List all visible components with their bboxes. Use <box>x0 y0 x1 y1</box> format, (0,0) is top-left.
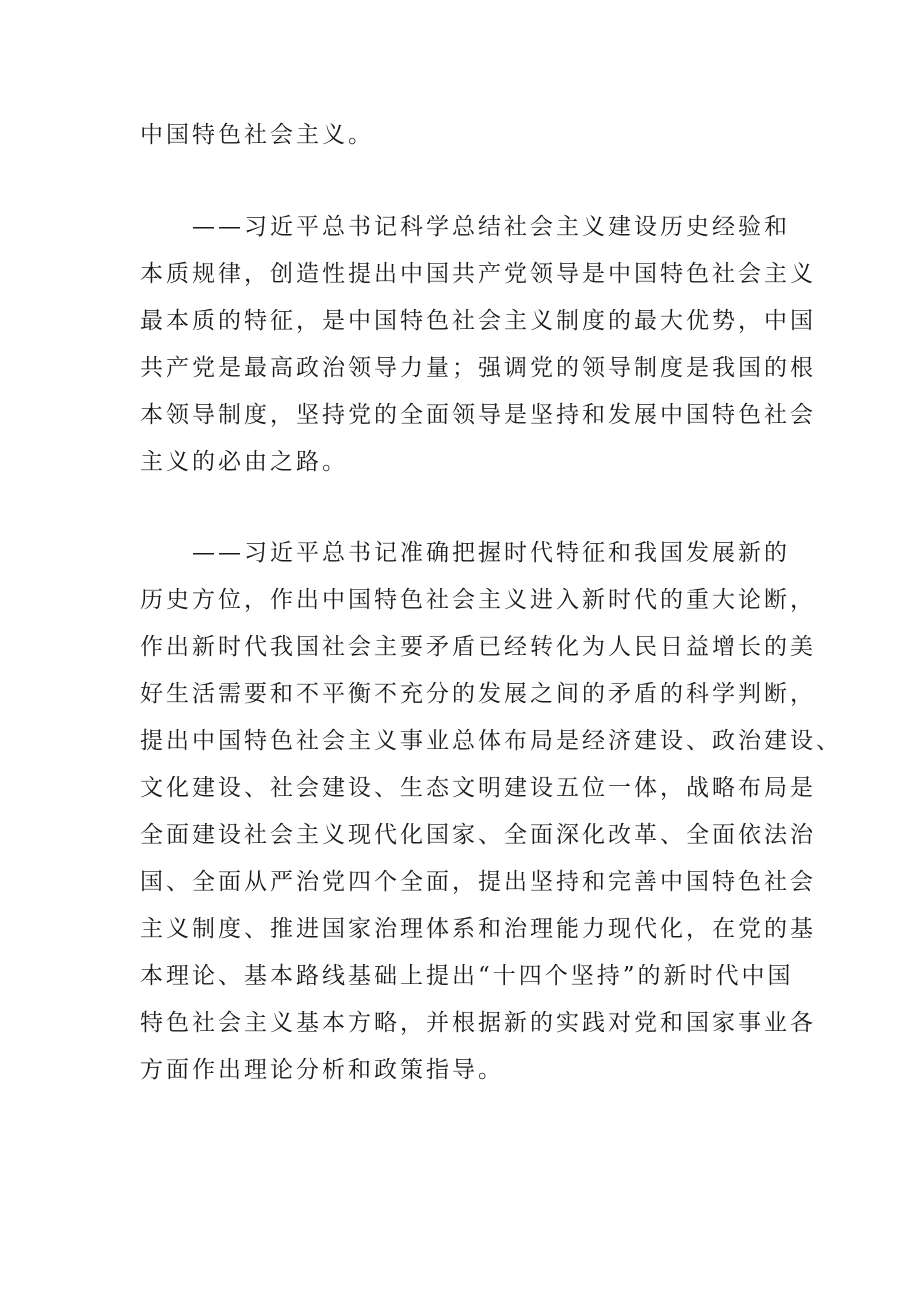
text-line: ——习近平总书记科学总结社会主义建设历史经验和 <box>192 214 790 240</box>
paragraph-party-leadership <box>140 204 816 486</box>
text-line: 本理论、基本路线基础上提出“十四个坚持”的新时代中国 <box>140 963 794 989</box>
text-line: 作出新时代我国社会主要矛盾已经转化为人民日益增长的美 <box>140 634 816 660</box>
text-line: 本领导制度，坚持党的全面领导是坚持和发展中国特色社会 <box>140 402 816 428</box>
paragraph-continuation <box>140 112 800 159</box>
text-line: 中国特色社会主义。 <box>140 122 374 148</box>
text-line: 共产党是最高政治领导力量；强调党的领导制度是我国的根 <box>140 355 816 381</box>
text-line: 特色社会主义基本方略，并根据新的实践对党和国家事业各 <box>140 1010 816 1036</box>
text-line: 好生活需要和不平衡不充分的发展之间的矛盾的科学判断， <box>140 681 816 707</box>
text-line: 本质规律，创造性提出中国共产党领导是中国特色社会主义 <box>140 261 816 287</box>
paragraph-new-era <box>140 530 842 1094</box>
text-line: 主义的必由之路。 <box>140 449 348 475</box>
text-line: ——习近平总书记准确把握时代特征和我国发展新的 <box>192 540 790 566</box>
text-line: 全面建设社会主义现代化国家、全面深化改革、全面依法治 <box>140 822 816 848</box>
text-line: 方面作出理论分析和政策指导。 <box>140 1057 504 1083</box>
text-line: 国、全面从严治党四个全面，提出坚持和完善中国特色社会 <box>140 869 816 895</box>
text-line: 主义制度、推进国家治理体系和治理能力现代化，在党的基 <box>140 916 816 942</box>
text-line: 文化建设、社会建设、生态文明建设五位一体，战略布局是 <box>140 775 816 801</box>
text-line: 历史方位，作出中国特色社会主义进入新时代的重大论断， <box>140 587 816 613</box>
text-line: 提出中国特色社会主义事业总体布局是经济建设、政治建设、 <box>140 728 842 754</box>
text-line: 最本质的特征，是中国特色社会主义制度的最大优势，中国 <box>140 308 816 334</box>
